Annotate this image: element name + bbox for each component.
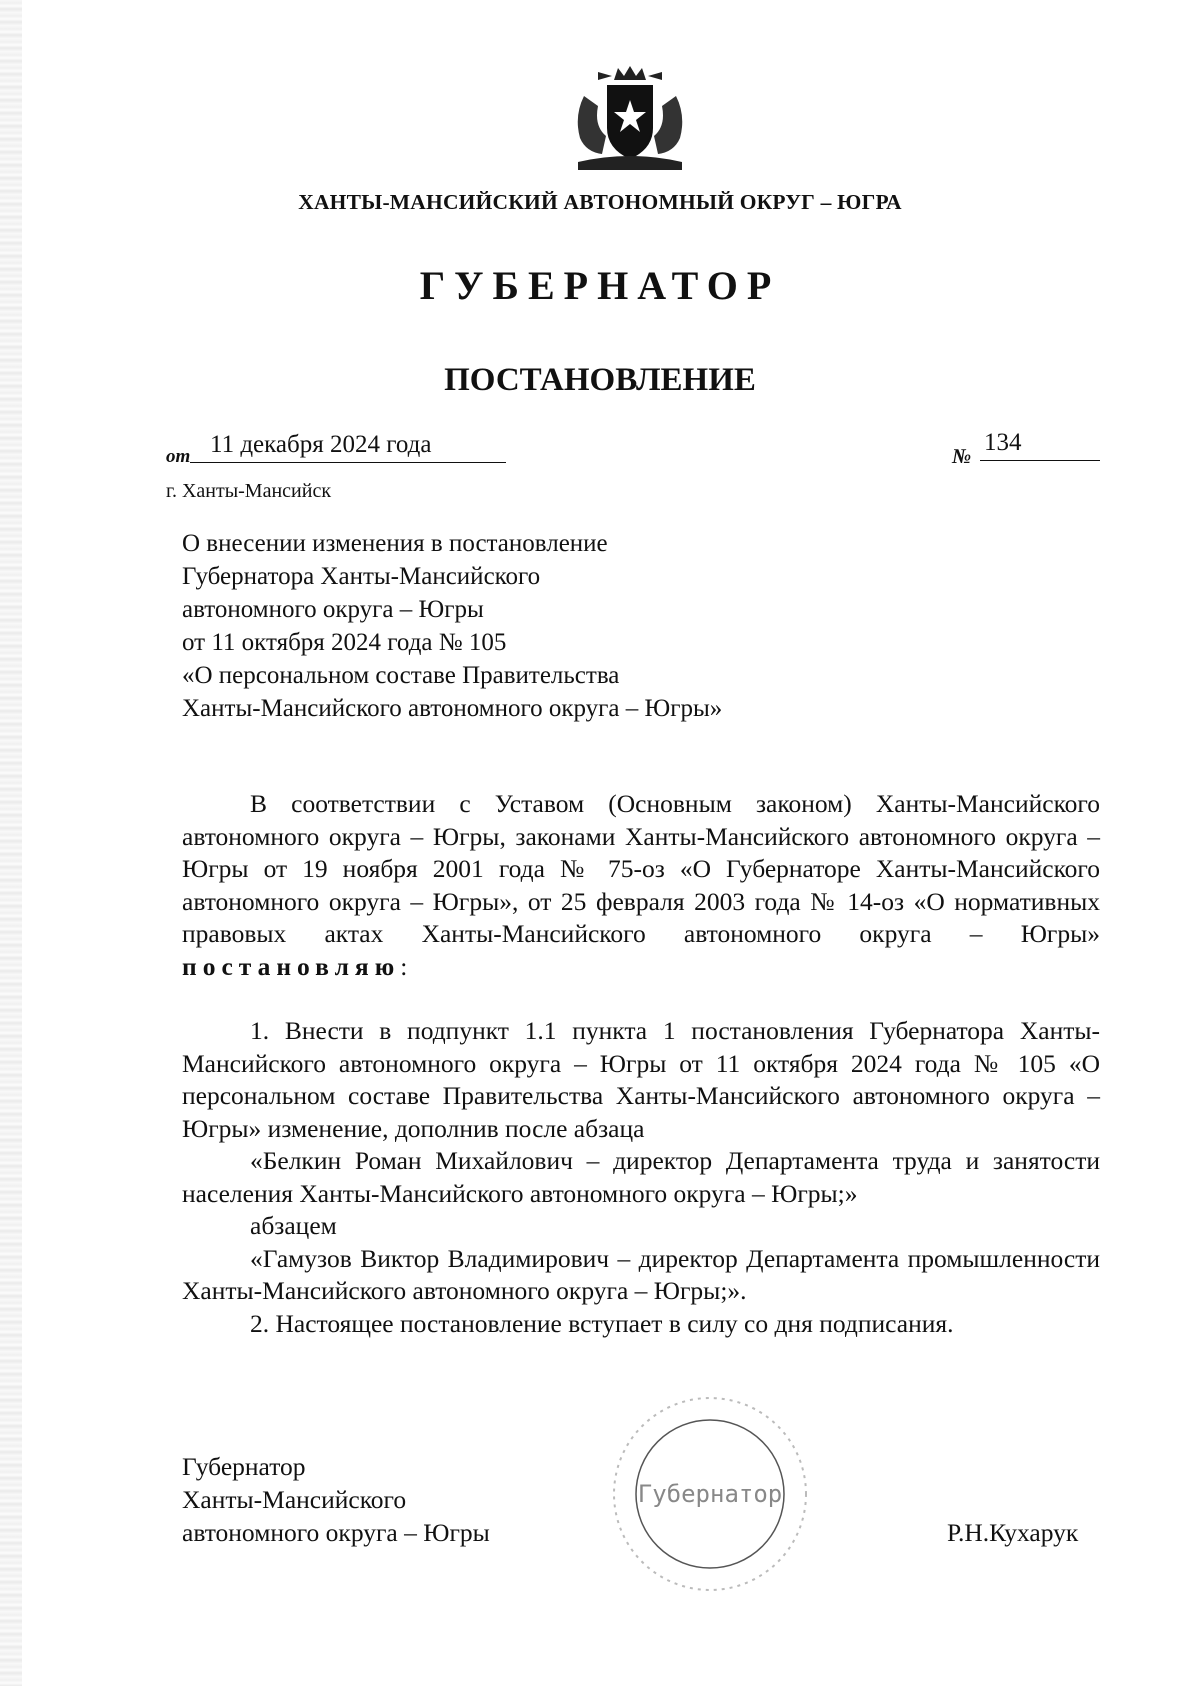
quote-1: «Белкин Роман Михайлович – директор Департамента труда и занятости населения Ханты-Мансийского автономного округа – Югры;» (182, 1146, 1100, 1208)
subject-line: Ханты-Мансийского автономного округа – Югры» (182, 695, 723, 722)
signatory-line: автономного округа – Югры (182, 1518, 490, 1547)
document-type: ПОСТАНОВЛЕНИЕ (444, 362, 756, 398)
scan-edge (0, 0, 22, 1686)
date-label: от (166, 446, 191, 467)
item-2: 2. Настоящее постановление вступает в силу со дня подписания. (250, 1308, 954, 1338)
preamble-paragraph (182, 788, 1100, 983)
quote-2: «Гамузов Виктор Владимирович – директор Департамента промышленности Ханты-Мансийского автономного округа – Югры;». (182, 1243, 1100, 1305)
abzac-word: абзацем (250, 1211, 337, 1240)
authority-title: ГУБЕРНАТОР (419, 263, 781, 308)
subject-line: «О персональном составе Правительства (182, 662, 620, 689)
subject-line: О внесении изменения в постановление (182, 530, 608, 557)
signatory-name: Р.Н.Кухарук (947, 1518, 1079, 1547)
coat-of-arms-icon (568, 66, 692, 174)
signatory-title (182, 1450, 490, 1549)
stamp-text: Губернатор (637, 1480, 783, 1508)
document-number: 134 (980, 426, 1100, 461)
document-subject (182, 527, 902, 725)
decree-suffix: : (400, 951, 408, 981)
subject-line: автономного округа – Югры (182, 596, 484, 623)
signatory-line: Губернатор (182, 1452, 306, 1481)
signatory-line: Ханты-Мансийского (182, 1485, 407, 1514)
number-label: № (952, 444, 972, 468)
seal-stamp-icon (600, 1376, 830, 1616)
subject-line: Губернатора Ханты-Мансийского (182, 563, 541, 590)
document-date: 11 декабря 2024 года (190, 428, 506, 463)
subject-line: от 11 октября 2024 года № 105 (182, 629, 507, 656)
item-1: 1. Внести в подпункт 1.1 пункта 1 постановления Губернатора Ханты-Мансийского автономного округа – Югры от 11 октября 2024 года № 105 «О персональном составе Правительства Ханты-Мансийского автономного округа – Югры» изменение, дополнив после абзаца (182, 1016, 1100, 1143)
region-title: ХАНТЫ-МАНСИЙСКИЙ АВТОНОМНЫЙ ОКРУГ – ЮГРА (298, 190, 902, 214)
decree-word: постановляю (182, 951, 401, 981)
city: г. Ханты-Мансийск (166, 480, 332, 502)
document-body (182, 788, 1100, 1340)
preamble-text: В соответствии с Уставом (Основным законом) Ханты-Мансийского автономного округа – Югры, законами Ханты-Мансийского автономного округа – Югры от 19 ноября 2001 года № 75-оз «О Губернаторе Ханты-Мансийского автономного округа – Югры», от 25 февраля 2003 года № 14-оз «О нормативных правовых актах Ханты-Мансийского автономного округа – Югры» (182, 789, 1100, 948)
